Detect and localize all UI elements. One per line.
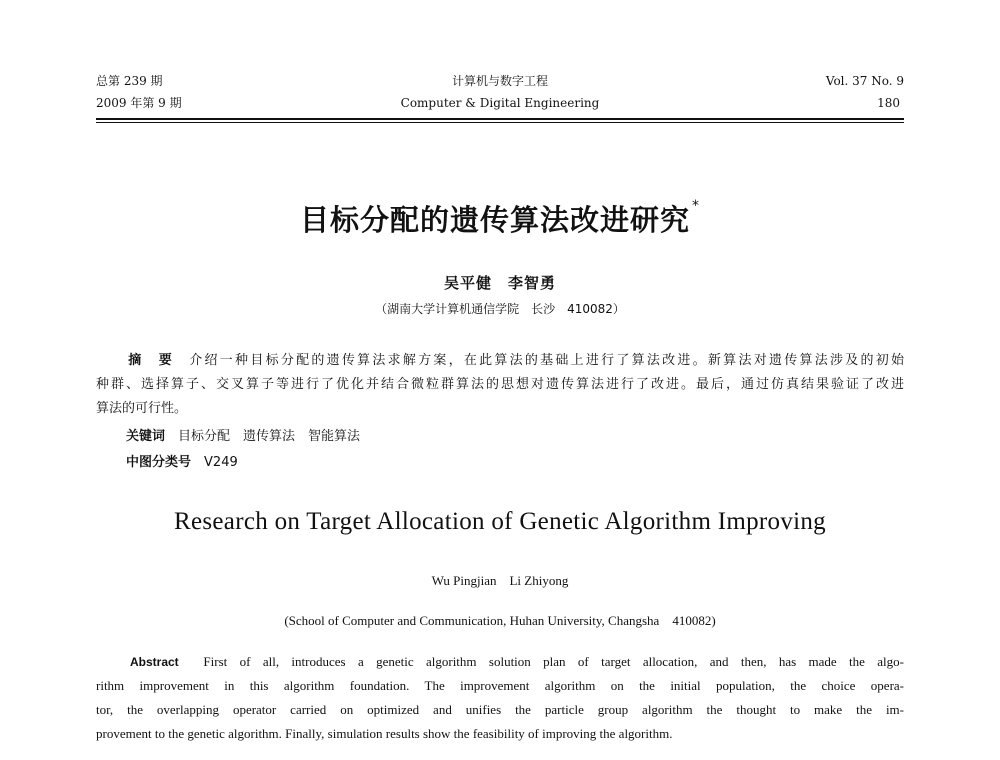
paper-title-cn xyxy=(0,198,1000,239)
classification-cn-code: V249 xyxy=(204,455,238,470)
abstract-cn-line-1 xyxy=(96,350,904,372)
keywords-cn xyxy=(126,426,360,448)
paper-title-cn-text: 目标分配的遗传算法改进研究 xyxy=(299,203,690,237)
abstract-en-line-1 xyxy=(96,650,904,674)
classification-cn-label: 中图分类号 xyxy=(126,455,192,470)
header-rule-thin xyxy=(96,122,904,123)
classification-cn xyxy=(126,452,238,474)
journal-title-en: Computer & Digital Engineering xyxy=(400,96,600,110)
issue-number: 总第 239 期 xyxy=(96,74,163,88)
abstract-cn-line-3: 算法的可行性。 xyxy=(96,401,188,416)
abstract-en-text-1: First of all, introduces a genetic algorithm solution plan of target allocation, and then, has made the algo- xyxy=(203,654,904,669)
abstract-en-line-3: tor, the overlapping operator carried on optimized and unifies the particle group algorithm the thought to make the im- xyxy=(96,702,904,717)
authors-cn: 吴平健 李智勇 xyxy=(443,274,556,292)
keywords-cn-values: 目标分配 遗传算法 智能算法 xyxy=(178,429,361,444)
issue-year: 2009 年第 9 期 xyxy=(96,96,182,110)
abstract-en-label: Abstract xyxy=(130,655,179,669)
affiliation-cn: （湖南大学计算机通信学院 长沙 410082） xyxy=(375,302,625,316)
keywords-cn-label: 关键词 xyxy=(126,429,166,444)
abstract-cn-text-1: 介绍一种目标分配的遗传算法求解方案，在此算法的基础上进行了算法改进。新算法对遗传算法涉及的初始 xyxy=(189,353,904,368)
abstract-en-line-4: provement to the genetic algorithm. Finally, simulation results show the feasibility of improving the algorithm. xyxy=(96,726,673,741)
journal-title-cn: 计算机与数字工程 xyxy=(451,74,548,88)
page-number: 180 xyxy=(877,96,900,110)
header-rule-thick xyxy=(96,118,904,120)
title-footnote-mark: * xyxy=(692,198,700,214)
abstract-cn-label: 摘 要 xyxy=(126,353,175,368)
affiliation-en: (School of Computer and Communication, Huhan University, Changsha 410082) xyxy=(284,613,716,628)
abstract-en-line-2: rithm improvement in this algorithm foundation. The improvement algorithm on the initial population, the choice opera- xyxy=(96,678,904,693)
abstract-cn-line-2: 种群、选择算子、交叉算子等进行了优化并结合微粒群算法的思想对遗传算法进行了改进。最后，通过仿真结果验证了改进 xyxy=(96,377,904,392)
paper-title-en: Research on Target Allocation of Genetic Algorithm Improving xyxy=(174,508,826,535)
authors-en: Wu Pingjian Li Zhiyong xyxy=(431,573,569,588)
volume-number: Vol. 37 No. 9 xyxy=(825,74,904,88)
